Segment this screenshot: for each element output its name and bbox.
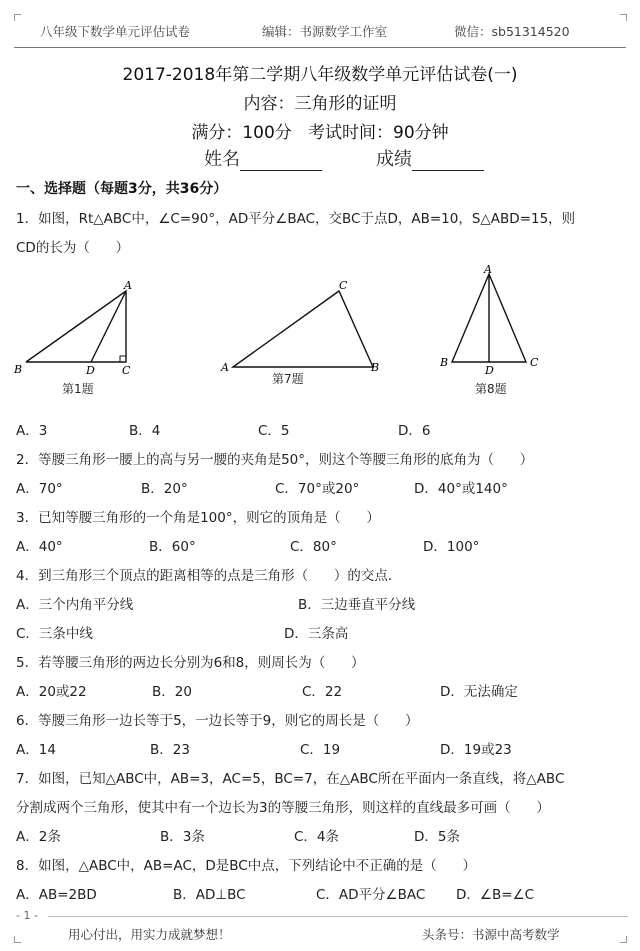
question-3: 3．已知等腰三角形的一个角是100°，则它的顶角是（ ） bbox=[16, 510, 380, 526]
q5-option-c: C．22 bbox=[302, 684, 343, 700]
figure-1-bisector bbox=[91, 291, 126, 362]
q3-option-b: B．60° bbox=[149, 539, 196, 555]
q3-option-c: C．80° bbox=[290, 539, 337, 555]
figure-7 bbox=[215, 275, 390, 380]
question-5: 5．若等腰三角形的两边长分别为6和8，则周长为（ ） bbox=[16, 655, 365, 671]
q2-option-c: C．70°或20° bbox=[275, 481, 360, 497]
q3-option-d: D．100° bbox=[423, 539, 480, 555]
figure-1-label-a: A bbox=[124, 279, 132, 292]
q1-option-b: B．4 bbox=[129, 423, 161, 439]
figure-7-label-c: C bbox=[339, 279, 348, 292]
question-1-line2: CD的长为（ ） bbox=[16, 240, 130, 256]
q8-option-a: A．AB=2BD bbox=[16, 887, 97, 903]
name-field[interactable] bbox=[204, 145, 322, 171]
page-number: - 1 - bbox=[16, 909, 38, 922]
question-7-line2: 分割成两个三角形，使其中有一个边长为3的等腰三角形，则这样的直线最多可画（ ） bbox=[16, 800, 550, 816]
crop-mark bbox=[620, 936, 627, 943]
q4-option-c: C．三条中线 bbox=[16, 626, 93, 642]
q5-option-a: A．20或22 bbox=[16, 684, 87, 700]
question-2: 2．等腰三角形一腰上的高与另一腰的夹角是50°，则这个等腰三角形的底角为（ ） bbox=[16, 452, 534, 468]
footer-rule bbox=[48, 916, 628, 917]
question-7-line1: 7．如图，已知△ABC中，AB=3，AC=5，BC=7，在△ABC所在平面内一条直线，将△ABC bbox=[16, 771, 565, 787]
q1-option-d: D．6 bbox=[398, 423, 431, 439]
figure-8-label-d: D bbox=[485, 364, 494, 377]
q2-option-a: A．70° bbox=[16, 481, 63, 497]
crop-mark bbox=[14, 936, 21, 943]
footer-left: 用心付出，用实力成就梦想！ bbox=[68, 927, 231, 942]
crop-mark bbox=[14, 14, 21, 21]
figure-8-label-c: C bbox=[530, 356, 539, 369]
q3-option-a: A．40° bbox=[16, 539, 63, 555]
q7-option-d: D．5条 bbox=[414, 829, 460, 845]
figure-8-label-b: B bbox=[440, 356, 449, 369]
q4-option-a: A．三个内角平分线 bbox=[16, 597, 134, 613]
figure-1-label-b: B bbox=[14, 363, 23, 376]
q5-option-b: B．20 bbox=[152, 684, 192, 700]
content-line: 内容：三角形的证明 bbox=[243, 94, 397, 114]
figure-7-triangle bbox=[233, 291, 373, 367]
figure-8-label-a: A bbox=[484, 263, 492, 276]
figure-1-right-angle bbox=[120, 356, 126, 362]
question-1-line1: 1．如图，Rt△ABC中，∠C=90°，AD平分∠BAC，交BC于点D，AB=10，S△ABD=15，则 bbox=[16, 211, 576, 227]
q5-option-d: D．无法确定 bbox=[440, 684, 518, 700]
question-6: 6．等腰三角形一边长等于5，一边长等于9，则它的周长是（ ） bbox=[16, 713, 419, 729]
figure-1-caption: 第1题 bbox=[62, 382, 94, 396]
q6-option-b: B．23 bbox=[150, 742, 190, 758]
header-left: 八年级下数学单元评估试卷 bbox=[40, 24, 191, 39]
figure-8-caption: 第8题 bbox=[475, 382, 507, 396]
q7-option-b: B．3条 bbox=[160, 829, 205, 845]
section-heading: 一、选择题（每题3分，共36分） bbox=[16, 181, 228, 197]
figure-8 bbox=[434, 262, 549, 377]
header-rule bbox=[14, 47, 626, 48]
header-center: 编辑：书源数学工作室 bbox=[262, 24, 388, 39]
q2-option-d: D．40°或140° bbox=[414, 481, 508, 497]
q8-option-c: C．AD平分∠BAC bbox=[316, 887, 426, 903]
question-8: 8．如图，△ABC中，AB=AC，D是BC中点，下列结论中不正确的是（ ） bbox=[16, 858, 476, 874]
score-time-line: 满分：100分 考试时间：90分钟 bbox=[191, 123, 449, 143]
grade-label: 成绩 bbox=[376, 149, 412, 170]
exam-title: 2017-2018年第二学期八年级数学单元评估试卷(一) bbox=[122, 65, 518, 85]
grade-field[interactable] bbox=[376, 145, 484, 171]
figure-1-label-c: C bbox=[122, 364, 131, 377]
grade-blank[interactable] bbox=[412, 152, 484, 171]
figure-7-label-b: B bbox=[371, 361, 380, 374]
figure-7-label-a: A bbox=[221, 361, 229, 374]
question-4: 4．到三角形三个顶点的距离相等的点是三角形（ ）的交点． bbox=[16, 568, 402, 584]
name-blank[interactable] bbox=[240, 152, 322, 171]
figure-1-label-d: D bbox=[86, 364, 95, 377]
q1-option-a: A．3 bbox=[16, 423, 48, 439]
q6-option-a: A．14 bbox=[16, 742, 56, 758]
q2-option-b: B．20° bbox=[141, 481, 188, 497]
header-right: 微信：sb51314520 bbox=[454, 24, 570, 39]
q8-option-b: B．AD⊥BC bbox=[173, 887, 246, 903]
q4-option-d: D．三条高 bbox=[284, 626, 349, 642]
q6-option-d: D．19或23 bbox=[440, 742, 512, 758]
name-label: 姓名 bbox=[204, 149, 240, 170]
figure-7-caption: 第7题 bbox=[272, 372, 304, 386]
q1-option-c: C．5 bbox=[258, 423, 290, 439]
q6-option-c: C．19 bbox=[300, 742, 341, 758]
q7-option-c: C．4条 bbox=[294, 829, 340, 845]
footer-right: 头条号：书源中高考数学 bbox=[422, 927, 560, 942]
q8-option-d: D．∠B=∠C bbox=[456, 887, 535, 903]
figure-1-triangle bbox=[26, 291, 126, 362]
crop-mark bbox=[620, 14, 627, 21]
q4-option-b: B．三边垂直平分线 bbox=[298, 597, 416, 613]
q7-option-a: A．2条 bbox=[16, 829, 61, 845]
